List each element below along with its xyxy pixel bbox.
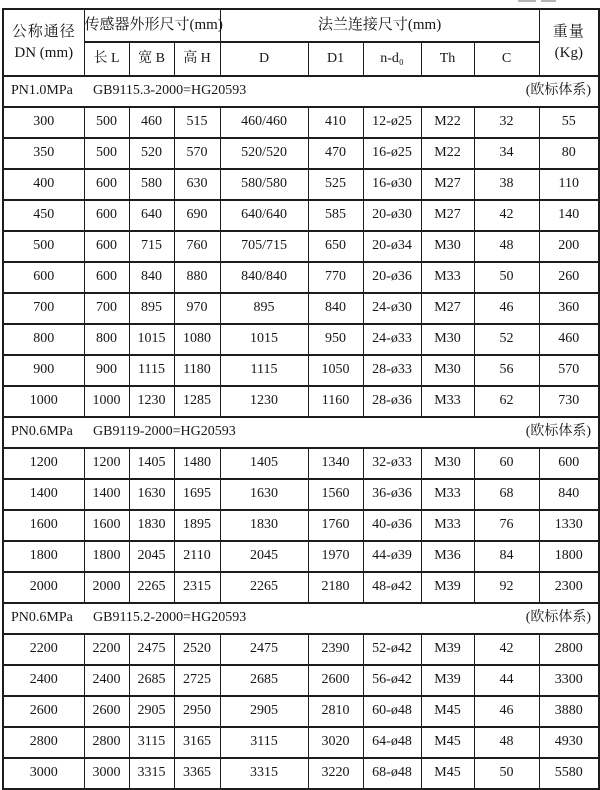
cell-n-d0: 48-ø42	[363, 572, 421, 603]
cell-d: 1630	[220, 479, 308, 510]
cell-weight: 2800	[539, 634, 599, 665]
cell-d1: 410	[308, 107, 363, 138]
cell-d: 3115	[220, 727, 308, 758]
cell-th: M22	[421, 107, 474, 138]
header-nominal-diameter	[3, 9, 84, 76]
cell-length-l: 600	[84, 200, 129, 231]
table-row	[3, 634, 599, 665]
cell-d1: 840	[308, 293, 363, 324]
cell-weight: 1330	[539, 510, 599, 541]
cell-c: 50	[474, 758, 539, 789]
cell-width-b: 895	[129, 293, 174, 324]
cell-d: 2475	[220, 634, 308, 665]
header-nominal-diameter-unit: DN (mm)	[14, 44, 74, 61]
cell-n-d0: 24-ø30	[363, 293, 421, 324]
cell-d1: 525	[308, 169, 363, 200]
cell-dn: 400	[3, 169, 84, 200]
cell-d: 1230	[220, 386, 308, 417]
table-row	[3, 355, 599, 386]
cell-d1: 585	[308, 200, 363, 231]
cell-width-b: 2045	[129, 541, 174, 572]
cell-height-h: 2520	[174, 634, 220, 665]
table-row	[3, 293, 599, 324]
cell-d: 1015	[220, 324, 308, 355]
cell-width-b: 3315	[129, 758, 174, 789]
cell-c: 56	[474, 355, 539, 386]
cell-th: M30	[421, 231, 474, 262]
section-row	[3, 603, 599, 634]
section-standard: GB9119-2000=HG20593	[93, 424, 236, 440]
cell-n-d0: 60-ø48	[363, 696, 421, 727]
cell-height-h: 3365	[174, 758, 220, 789]
cell-th: M33	[421, 262, 474, 293]
cell-d1: 1760	[308, 510, 363, 541]
cell-d: 2265	[220, 572, 308, 603]
section-row	[3, 76, 599, 107]
table-row	[3, 665, 599, 696]
scan-artifact	[518, 0, 536, 2]
cell-c: 50	[474, 262, 539, 293]
cell-width-b: 3115	[129, 727, 174, 758]
table-row	[3, 479, 599, 510]
cell-n-d0: 20-ø34	[363, 231, 421, 262]
cell-d: 895	[220, 293, 308, 324]
cell-dn: 2400	[3, 665, 84, 696]
cell-weight: 260	[539, 262, 599, 293]
cell-weight: 1800	[539, 541, 599, 572]
section-note: (欧标体系)	[525, 610, 592, 626]
cell-length-l: 500	[84, 138, 129, 169]
cell-height-h: 1080	[174, 324, 220, 355]
table-row	[3, 510, 599, 541]
cell-dn: 2000	[3, 572, 84, 603]
header-col-n-d0: n-d₀	[363, 42, 421, 76]
cell-n-d0: 24-ø33	[363, 324, 421, 355]
cell-th: M39	[421, 572, 474, 603]
cell-c: 68	[474, 479, 539, 510]
cell-dn: 350	[3, 138, 84, 169]
cell-c: 46	[474, 696, 539, 727]
section-pressure-rating: PN0.6MPa	[11, 610, 73, 626]
cell-d: 580/580	[220, 169, 308, 200]
cell-c: 46	[474, 293, 539, 324]
cell-c: 32	[474, 107, 539, 138]
cell-height-h: 2725	[174, 665, 220, 696]
cell-height-h: 1480	[174, 448, 220, 479]
cell-c: 42	[474, 634, 539, 665]
cell-width-b: 1115	[129, 355, 174, 386]
cell-height-h: 1180	[174, 355, 220, 386]
cell-n-d0: 44-ø39	[363, 541, 421, 572]
section-note: (欧标体系)	[525, 83, 592, 99]
cell-dn: 700	[3, 293, 84, 324]
cell-th: M22	[421, 138, 474, 169]
cell-d: 705/715	[220, 231, 308, 262]
cell-c: 92	[474, 572, 539, 603]
cell-height-h: 2110	[174, 541, 220, 572]
cell-height-h: 760	[174, 231, 220, 262]
cell-th: M27	[421, 293, 474, 324]
cell-dn: 1600	[3, 510, 84, 541]
header-flange-dimensions-group: 法兰连接尺寸(mm)	[220, 9, 539, 42]
cell-weight: 55	[539, 107, 599, 138]
cell-d1: 770	[308, 262, 363, 293]
cell-height-h: 3165	[174, 727, 220, 758]
cell-weight: 3880	[539, 696, 599, 727]
header-col-th: Th	[421, 42, 474, 76]
cell-d1: 650	[308, 231, 363, 262]
cell-d: 2685	[220, 665, 308, 696]
section-note: (欧标体系)	[525, 424, 592, 440]
cell-d1: 3020	[308, 727, 363, 758]
cell-n-d0: 64-ø48	[363, 727, 421, 758]
cell-d: 2905	[220, 696, 308, 727]
cell-weight: 110	[539, 169, 599, 200]
cell-weight: 80	[539, 138, 599, 169]
cell-width-b: 1830	[129, 510, 174, 541]
section-pressure-rating: PN0.6MPa	[11, 424, 73, 440]
cell-th: M30	[421, 448, 474, 479]
cell-length-l: 2200	[84, 634, 129, 665]
cell-weight: 4930	[539, 727, 599, 758]
cell-d1: 1560	[308, 479, 363, 510]
cell-c: 60	[474, 448, 539, 479]
cell-d1: 950	[308, 324, 363, 355]
header-weight	[539, 9, 599, 76]
table-row	[3, 448, 599, 479]
cell-dn: 1800	[3, 541, 84, 572]
cell-length-l: 1600	[84, 510, 129, 541]
cell-th: M30	[421, 324, 474, 355]
cell-d: 1830	[220, 510, 308, 541]
cell-width-b: 2905	[129, 696, 174, 727]
cell-n-d0: 16-ø30	[363, 169, 421, 200]
cell-d1: 2600	[308, 665, 363, 696]
cell-dn: 1200	[3, 448, 84, 479]
cell-d1: 2390	[308, 634, 363, 665]
cell-th: M33	[421, 510, 474, 541]
cell-n-d0: 36-ø36	[363, 479, 421, 510]
cell-d: 1115	[220, 355, 308, 386]
cell-width-b: 715	[129, 231, 174, 262]
cell-d: 840/840	[220, 262, 308, 293]
cell-th: M33	[421, 479, 474, 510]
cell-width-b: 1630	[129, 479, 174, 510]
header-col-length-l: 长 L	[84, 42, 129, 76]
header-col-c: C	[474, 42, 539, 76]
section-header-cell	[3, 417, 599, 448]
cell-length-l: 1400	[84, 479, 129, 510]
cell-d1: 3220	[308, 758, 363, 789]
cell-width-b: 1405	[129, 448, 174, 479]
cell-height-h: 2315	[174, 572, 220, 603]
cell-length-l: 1200	[84, 448, 129, 479]
cell-d1: 2180	[308, 572, 363, 603]
cell-n-d0: 28-ø36	[363, 386, 421, 417]
section-header-cell	[3, 603, 599, 634]
cell-length-l: 2800	[84, 727, 129, 758]
table-row	[3, 386, 599, 417]
cell-height-h: 515	[174, 107, 220, 138]
cell-n-d0: 28-ø33	[363, 355, 421, 386]
table-row	[3, 262, 599, 293]
cell-n-d0: 56-ø42	[363, 665, 421, 696]
cell-dn: 900	[3, 355, 84, 386]
cell-weight: 460	[539, 324, 599, 355]
table-row	[3, 324, 599, 355]
table-row	[3, 727, 599, 758]
header-weight-zh: 重量	[552, 23, 585, 40]
dimension-table	[2, 8, 600, 790]
cell-n-d0: 20-ø36	[363, 262, 421, 293]
cell-th: M27	[421, 169, 474, 200]
section-pressure-rating: PN1.0MPa	[11, 83, 73, 99]
cell-d: 640/640	[220, 200, 308, 231]
cell-th: M30	[421, 355, 474, 386]
cell-n-d0: 32-ø33	[363, 448, 421, 479]
cell-weight: 360	[539, 293, 599, 324]
cell-c: 44	[474, 665, 539, 696]
table-row	[3, 107, 599, 138]
cell-length-l: 500	[84, 107, 129, 138]
cell-th: M39	[421, 665, 474, 696]
cell-d1: 1970	[308, 541, 363, 572]
cell-th: M45	[421, 727, 474, 758]
cell-width-b: 580	[129, 169, 174, 200]
cell-height-h: 630	[174, 169, 220, 200]
header-weight-unit: (Kg)	[554, 44, 583, 61]
cell-dn: 800	[3, 324, 84, 355]
cell-length-l: 800	[84, 324, 129, 355]
cell-width-b: 2475	[129, 634, 174, 665]
cell-d1: 2810	[308, 696, 363, 727]
cell-height-h: 970	[174, 293, 220, 324]
cell-length-l: 2600	[84, 696, 129, 727]
cell-c: 48	[474, 231, 539, 262]
cell-height-h: 1695	[174, 479, 220, 510]
header-col-height-h: 高 H	[174, 42, 220, 76]
header-sensor-dimensions-group: 传感器外形尺寸(mm)	[84, 9, 220, 42]
cell-weight: 140	[539, 200, 599, 231]
cell-length-l: 1000	[84, 386, 129, 417]
cell-weight: 570	[539, 355, 599, 386]
table-row	[3, 541, 599, 572]
cell-height-h: 2950	[174, 696, 220, 727]
cell-dn: 2800	[3, 727, 84, 758]
section-header-cell	[3, 76, 599, 107]
cell-length-l: 2400	[84, 665, 129, 696]
cell-dn: 2200	[3, 634, 84, 665]
cell-dn: 3000	[3, 758, 84, 789]
cell-c: 62	[474, 386, 539, 417]
cell-c: 38	[474, 169, 539, 200]
cell-d1: 1340	[308, 448, 363, 479]
cell-c: 52	[474, 324, 539, 355]
table-row	[3, 696, 599, 727]
cell-c: 42	[474, 200, 539, 231]
header-col-d: D	[220, 42, 308, 76]
cell-d: 2045	[220, 541, 308, 572]
cell-th: M39	[421, 634, 474, 665]
section-row	[3, 417, 599, 448]
cell-length-l: 1800	[84, 541, 129, 572]
table-row	[3, 169, 599, 200]
cell-dn: 600	[3, 262, 84, 293]
cell-dn: 450	[3, 200, 84, 231]
table-row	[3, 231, 599, 262]
cell-d1: 1160	[308, 386, 363, 417]
cell-th: M33	[421, 386, 474, 417]
cell-d: 1405	[220, 448, 308, 479]
cell-weight: 840	[539, 479, 599, 510]
cell-height-h: 1285	[174, 386, 220, 417]
cell-weight: 200	[539, 231, 599, 262]
cell-length-l: 600	[84, 262, 129, 293]
cell-th: M45	[421, 696, 474, 727]
table-row	[3, 572, 599, 603]
cell-width-b: 460	[129, 107, 174, 138]
cell-height-h: 570	[174, 138, 220, 169]
cell-n-d0: 68-ø48	[363, 758, 421, 789]
table-row	[3, 200, 599, 231]
cell-height-h: 690	[174, 200, 220, 231]
header-col-d1: D1	[308, 42, 363, 76]
cell-n-d0: 16-ø25	[363, 138, 421, 169]
cell-n-d0: 52-ø42	[363, 634, 421, 665]
table-row	[3, 758, 599, 789]
cell-c: 48	[474, 727, 539, 758]
cell-dn: 300	[3, 107, 84, 138]
cell-dn: 1000	[3, 386, 84, 417]
cell-length-l: 2000	[84, 572, 129, 603]
cell-dn: 1400	[3, 479, 84, 510]
cell-d1: 1050	[308, 355, 363, 386]
cell-weight: 5580	[539, 758, 599, 789]
cell-weight: 600	[539, 448, 599, 479]
table-header	[3, 9, 599, 76]
cell-height-h: 1895	[174, 510, 220, 541]
cell-d: 520/520	[220, 138, 308, 169]
table-row	[3, 138, 599, 169]
cell-th: M45	[421, 758, 474, 789]
cell-c: 34	[474, 138, 539, 169]
cell-d1: 470	[308, 138, 363, 169]
table-body	[3, 76, 599, 789]
cell-n-d0: 12-ø25	[363, 107, 421, 138]
cell-weight: 2300	[539, 572, 599, 603]
section-standard: GB9115.2-2000=HG20593	[93, 610, 247, 626]
header-col-width-b: 宽 B	[129, 42, 174, 76]
cell-length-l: 700	[84, 293, 129, 324]
cell-width-b: 2685	[129, 665, 174, 696]
cell-length-l: 600	[84, 169, 129, 200]
cell-n-d0: 20-ø30	[363, 200, 421, 231]
cell-weight: 3300	[539, 665, 599, 696]
cell-c: 84	[474, 541, 539, 572]
cell-d: 3315	[220, 758, 308, 789]
cell-th: M36	[421, 541, 474, 572]
cell-n-d0: 40-ø36	[363, 510, 421, 541]
cell-width-b: 520	[129, 138, 174, 169]
cell-th: M27	[421, 200, 474, 231]
cell-length-l: 600	[84, 231, 129, 262]
cell-width-b: 840	[129, 262, 174, 293]
cell-height-h: 880	[174, 262, 220, 293]
cell-c: 76	[474, 510, 539, 541]
cell-d: 460/460	[220, 107, 308, 138]
cell-width-b: 1230	[129, 386, 174, 417]
cell-dn: 2600	[3, 696, 84, 727]
cell-width-b: 640	[129, 200, 174, 231]
cell-dn: 500	[3, 231, 84, 262]
cell-length-l: 900	[84, 355, 129, 386]
cell-length-l: 3000	[84, 758, 129, 789]
cell-width-b: 2265	[129, 572, 174, 603]
section-standard: GB9115.3-2000=HG20593	[93, 83, 247, 99]
scan-artifact	[541, 0, 556, 2]
cell-weight: 730	[539, 386, 599, 417]
cell-width-b: 1015	[129, 324, 174, 355]
header-nominal-diameter-zh: 公称通径	[11, 23, 76, 40]
